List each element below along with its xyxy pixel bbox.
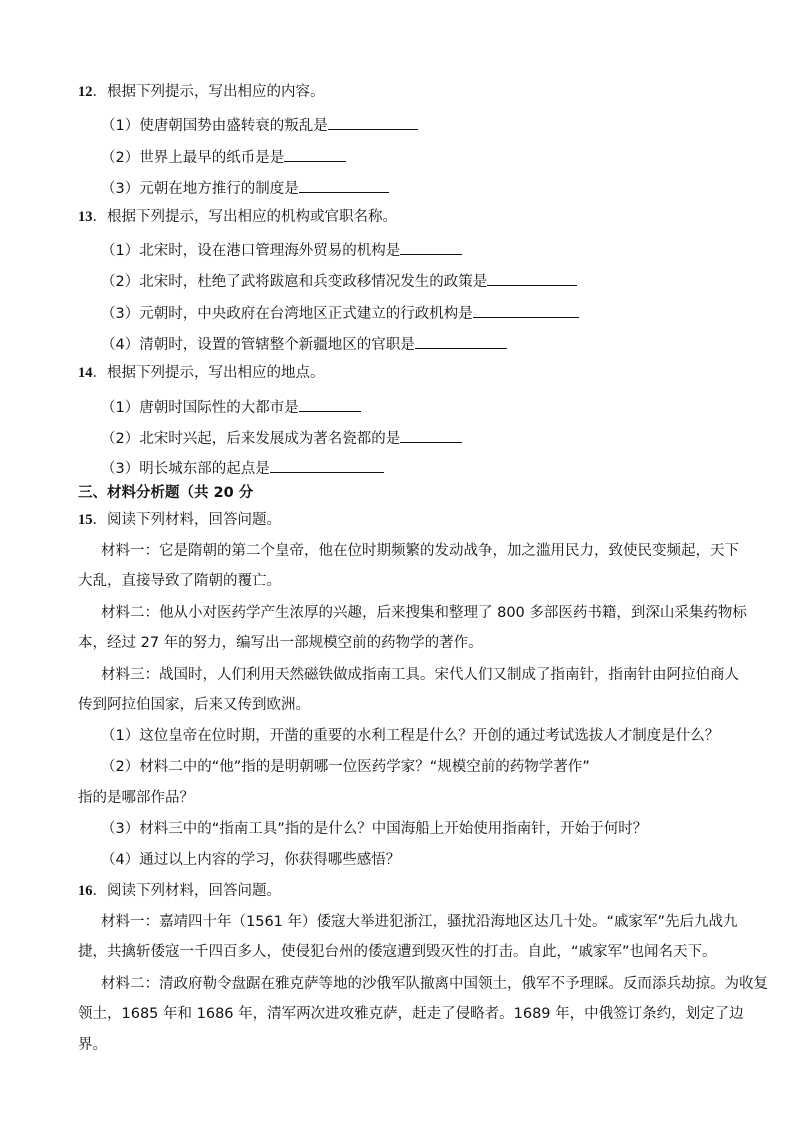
material-2-line-3: 界。 [78, 1037, 107, 1053]
question-12-stem [78, 82, 325, 102]
question-15-stem [78, 510, 281, 530]
item-text: （3）元朝时，中央政府在台湾地区正式建立的行政机构是 [101, 306, 473, 322]
question-text: ．阅读下列材料，回答问题。 [92, 883, 281, 899]
question-text: ．根据下列提示，写出相应的地点。 [92, 365, 325, 381]
material-2-line-1: 材料二：他从小对医药学产生浓厚的兴趣，后来搜集和整理了 800 多部医药书籍，到深山采集药物标 [101, 605, 747, 621]
question-13-item-1 [101, 239, 462, 261]
material-2-line-2: 本，经过 27 年的努力，编写出一部规模空前的药物学的著作。 [78, 635, 483, 651]
sub-question-1: （1）这位皇帝在位时期，开凿的重要的水利工程是什么？开创的通过考试选拔人才制度是什么？ [101, 728, 720, 744]
question-number: 16 [78, 883, 93, 899]
question-14-item-1 [101, 396, 361, 418]
question-number: 12 [78, 84, 93, 100]
item-text: （1）北宋时，设在港口管理海外贸易的机构是 [101, 243, 401, 259]
sub-question-2-line-1: （2）材料二中的“他”指的是明朝哪一位医药学家？“规模空前的药物学著作” [101, 759, 590, 775]
question-16-stem [78, 881, 281, 901]
item-text: （4）清朝时，设置的管辖整个新疆地区的官职是 [101, 337, 415, 353]
question-12-item-1 [101, 114, 418, 136]
material-1-line-1: 材料一：它是隋朝的第二个皇帝，他在位时期频繁的发动战争，加之滥用民力，致使民变频起，天下 [101, 543, 739, 559]
question-14-stem [78, 363, 325, 383]
sub-question-2-line-2: 指的是哪部作品？ [78, 790, 194, 806]
item-text: （2）世界上最早的纸币是是 [101, 150, 285, 166]
answer-blank[interactable] [299, 177, 389, 193]
answer-blank[interactable] [400, 239, 462, 255]
question-12-item-2 [101, 146, 346, 168]
answer-blank[interactable] [487, 270, 577, 286]
question-14-item-2 [101, 427, 462, 449]
item-text: （3）元朝在地方推行的制度是 [101, 181, 299, 197]
section-heading: 三、材料分析题（共 20 分 [78, 485, 254, 501]
question-text: ．根据下列提示，写出相应的机构或官职名称。 [92, 209, 397, 225]
question-13-stem [78, 207, 397, 227]
item-text: （3）明长城东部的起点是 [101, 461, 270, 477]
question-number: 15 [78, 512, 93, 528]
answer-blank[interactable] [328, 114, 418, 130]
question-number: 14 [78, 365, 93, 381]
answer-blank[interactable] [284, 146, 346, 162]
item-text: （1）使唐朝国势由盛转衰的叛乱是 [101, 118, 328, 134]
item-text: （2）北宋时，杜绝了武将跋扈和兵变政移情况发生的政策是 [101, 274, 488, 290]
material-3-line-1: 材料三：战国时，人们利用天然磁铁做成指南工具。宋代人们又制成了指南针，指南针由阿拉伯商人 [101, 667, 739, 683]
question-text: ．阅读下列材料，回答问题。 [92, 512, 281, 528]
item-text: （2）北宋时兴起，后来发展成为著名瓷都的是 [101, 431, 401, 447]
material-1-line-1: 材料一：嘉靖四十年（1561 年）倭寇大举进犯浙江，骚扰沿海地区达几十处。“戚家军”先后九战九 [101, 914, 738, 930]
question-13-item-4 [101, 333, 507, 355]
sub-question-4: （4）通过以上内容的学习，你获得哪些感悟？ [101, 852, 401, 868]
question-13-item-3 [101, 302, 579, 324]
question-number: 13 [78, 209, 93, 225]
material-3-line-2: 传到阿拉伯国家，后来又传到欧洲。 [78, 697, 310, 713]
material-1-line-2: 大乱，直接导致了隋朝的覆亡。 [78, 573, 281, 589]
answer-blank[interactable] [299, 396, 361, 412]
answer-blank[interactable] [270, 457, 384, 473]
question-text: ．根据下列提示，写出相应的内容。 [92, 84, 325, 100]
question-12-item-3 [101, 177, 389, 199]
item-text: （1）唐朝时国际性的大都市是 [101, 400, 299, 416]
answer-blank[interactable] [400, 427, 462, 443]
question-14-item-3 [101, 457, 384, 479]
material-1-line-2: 捷，共擒斩倭寇一千四百多人，使侵犯台州的倭寇遭到毁灭性的打击。自此，“戚家军”也闻名天下。 [78, 944, 717, 960]
answer-blank[interactable] [473, 302, 579, 318]
question-13-item-2 [101, 270, 577, 292]
material-2-line-2: 领土，1685 年和 1686 年，清军两次进攻雅克萨，赶走了侵略者。1689 年，中俄签订条约，划定了边 [78, 1006, 744, 1022]
sub-question-3: （3）材料三中的“指南工具”指的是什么？中国海船上开始使用指南针，开始于何时？ [101, 821, 648, 837]
material-2-line-1: 材料二：清政府勒令盘踞在雅克萨等地的沙俄军队撤离中国领土，俄军不予理睬。反而添兵劫掠。为收复 [101, 976, 768, 992]
answer-blank[interactable] [415, 333, 507, 349]
